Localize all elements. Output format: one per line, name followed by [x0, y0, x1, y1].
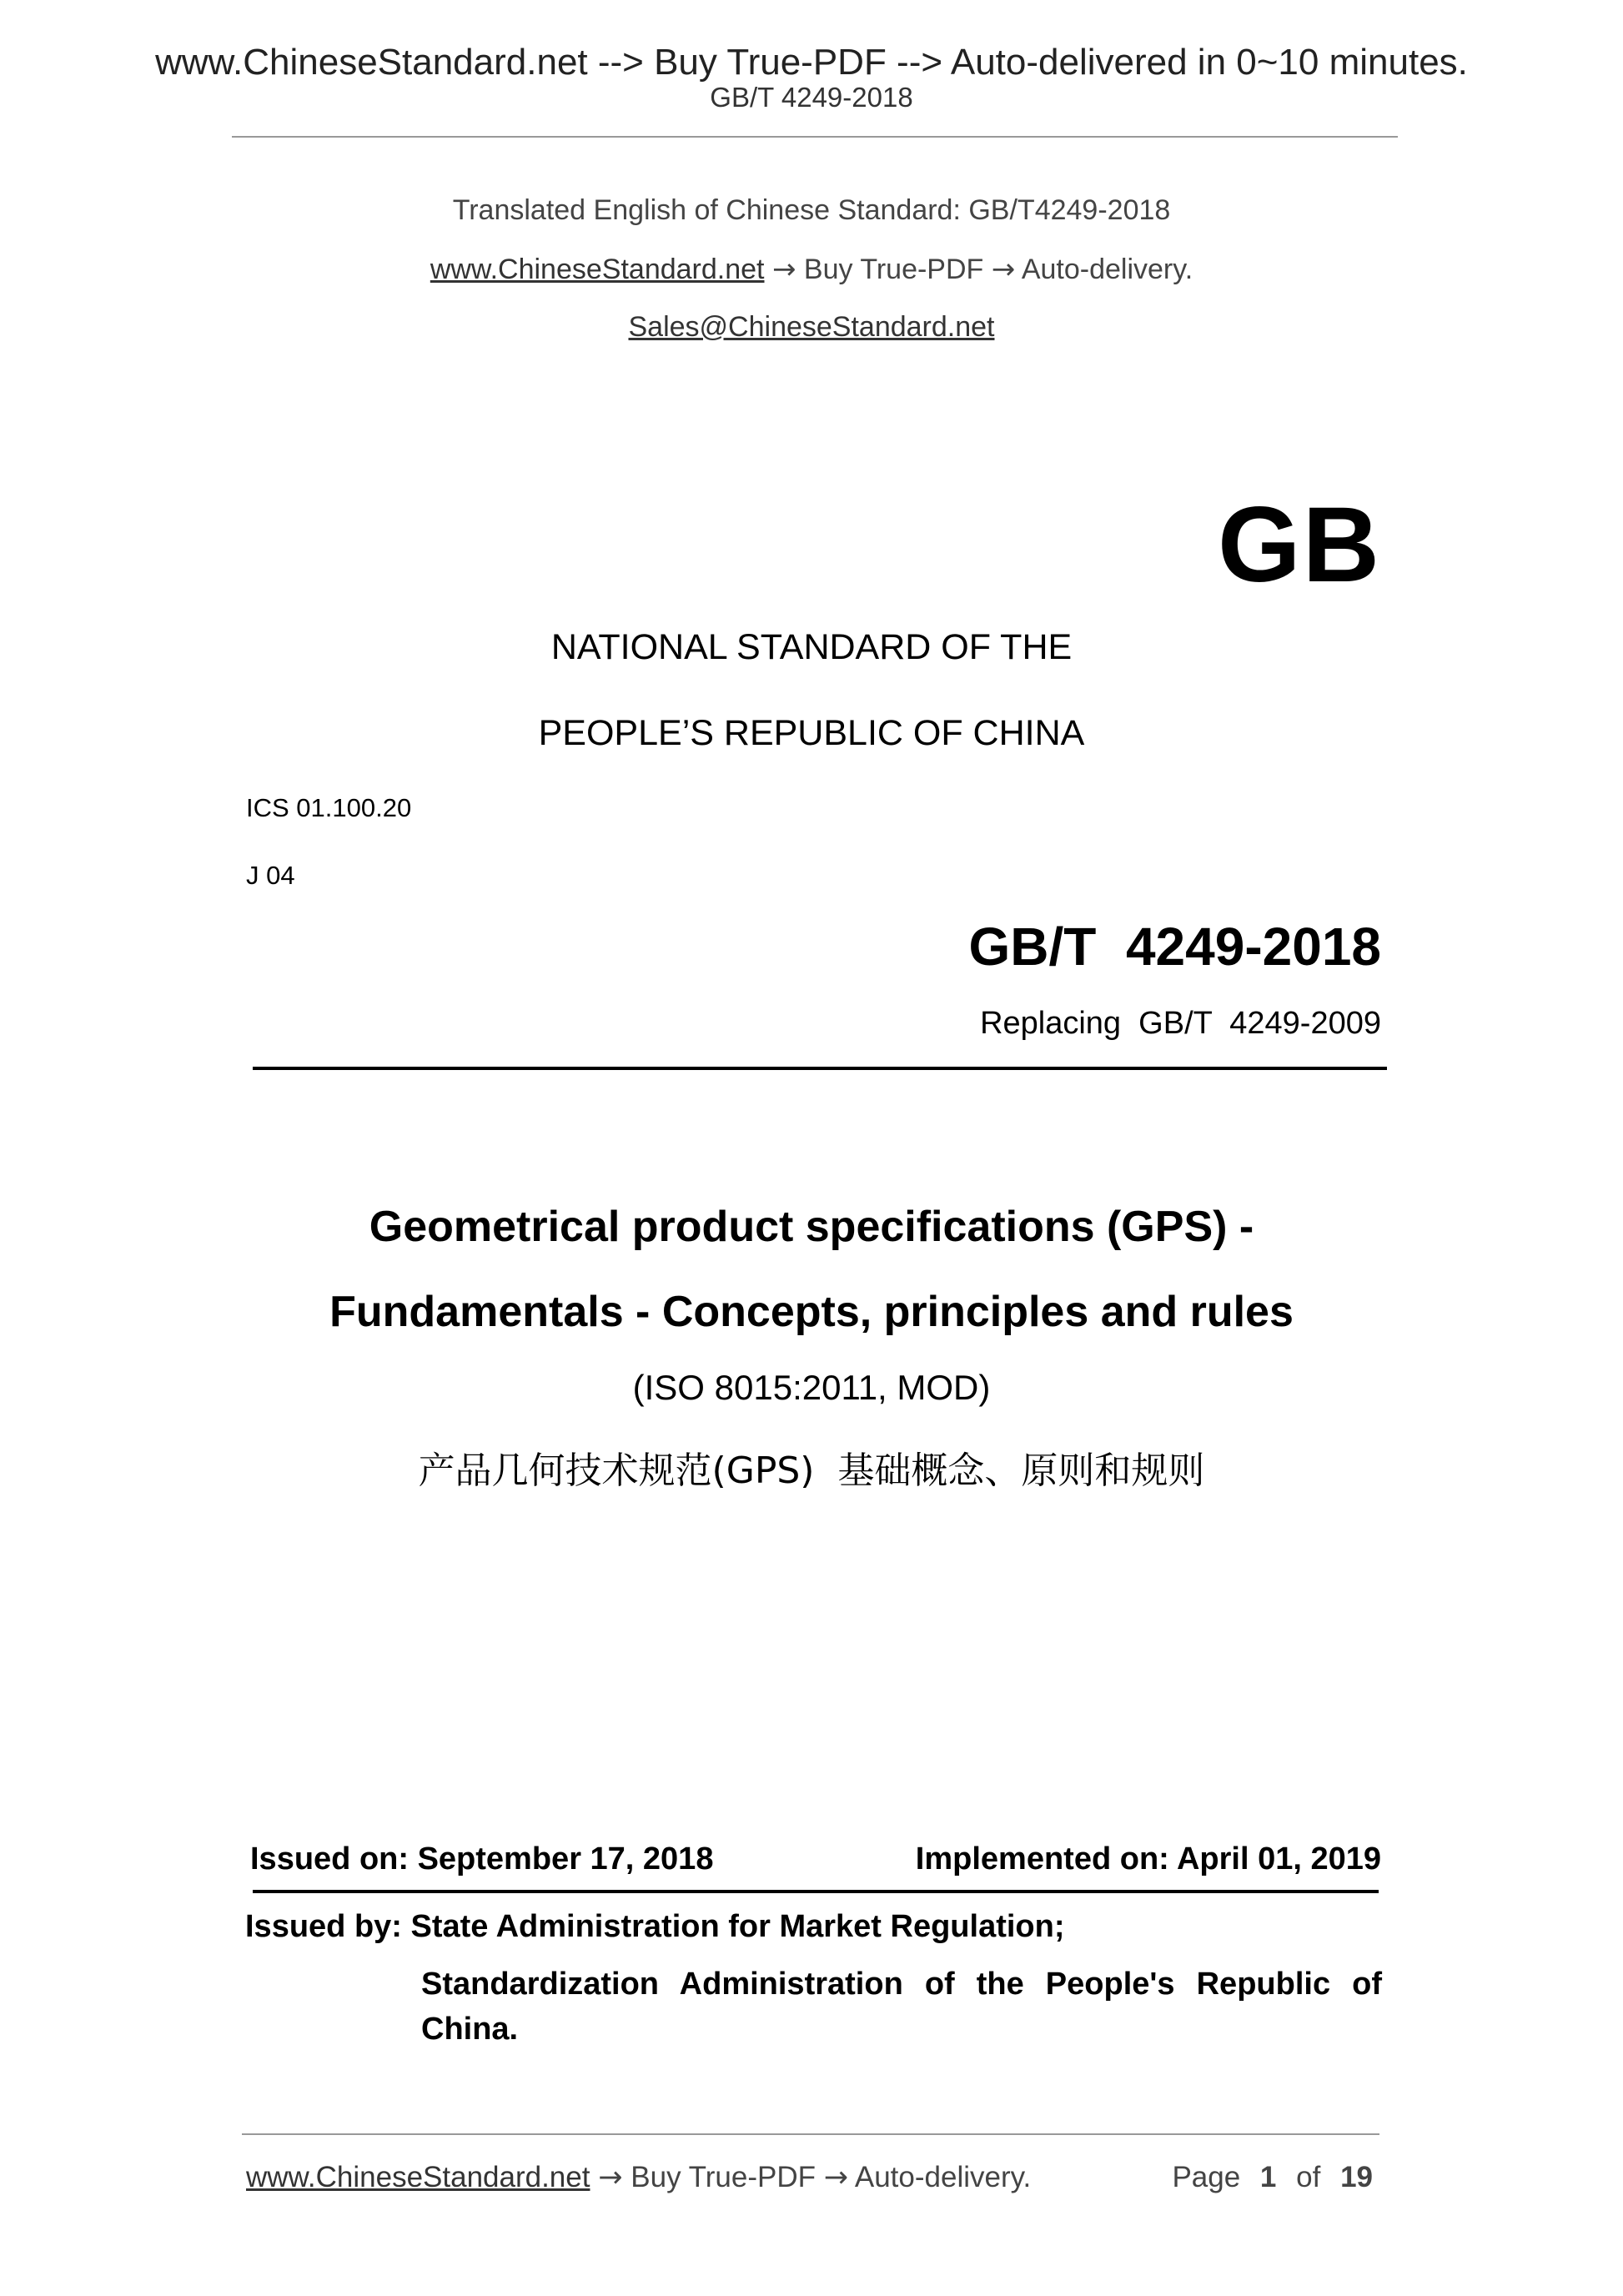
iso-reference: (ISO 8015:2011, MOD)	[632, 1368, 991, 1407]
arrow-right-icon: →	[823, 2161, 849, 2194]
sales-email-link[interactable]: Sales@ChineseStandard.net	[628, 311, 995, 343]
footer-delivery-text: Auto-delivery.	[854, 2161, 1032, 2193]
footer-purchase-line	[246, 2161, 1031, 2194]
footer-site-link[interactable]: www.ChineseStandard.net	[246, 2161, 590, 2193]
standard-number: GB/T 4249-2018	[968, 917, 1381, 977]
of-label: of	[1296, 2161, 1321, 2193]
ics-code: ICS 01.100.20	[246, 793, 412, 822]
arrow-right-icon: →	[991, 253, 1016, 286]
page-number: 1	[1259, 2161, 1277, 2193]
ccs-code: J 04	[246, 861, 295, 890]
page-label: Page	[1172, 2161, 1241, 2193]
issued-on: Issued on: September 17, 2018	[250, 1841, 714, 1876]
delivery-text: Auto-delivery.	[1021, 254, 1193, 285]
total-pages: 19	[1340, 2161, 1373, 2193]
email-line	[0, 311, 1623, 344]
translation-notice: Translated English of Chinese Standard: GB/T4249-2018	[452, 194, 1171, 226]
arrow-right-icon: →	[771, 253, 796, 286]
footer-divider	[242, 2133, 1379, 2135]
title-line1: Geometrical product specifications (GPS) -	[369, 1203, 1254, 1251]
top-banner	[0, 42, 1623, 83]
chinese-title: 产品几何技术规范(GPS) 基础概念、原则和规则	[418, 1449, 1205, 1492]
gb-logo: GB	[1218, 485, 1381, 605]
number-divider	[253, 1067, 1387, 1070]
implemented-on: Implemented on: April 01, 2019	[915, 1841, 1381, 1876]
title-line2: Fundamentals - Concepts, principles and rules	[329, 1288, 1294, 1336]
header-doc-id: GB/T 4249-2018	[710, 82, 913, 113]
purchase-line	[0, 253, 1623, 286]
issued-by-line2: Standardization Administration of the People's Republic of China.	[421, 1967, 1382, 2047]
arrow-right-icon: →	[598, 2161, 623, 2194]
buy-text: Buy True-PDF	[803, 254, 984, 285]
site-link[interactable]: www.ChineseStandard.net	[430, 254, 765, 285]
replacing-note: Replacing GB/T 4249-2009	[980, 1006, 1381, 1041]
national-standard-line2: PEOPLE’S REPUBLIC OF CHINA	[538, 713, 1085, 753]
page-indicator	[1172, 2161, 1373, 2194]
issued-by-line1: Issued by: State Administration for Market Regulation;	[245, 1909, 1065, 1944]
national-standard-line1: NATIONAL STANDARD OF THE	[550, 627, 1073, 667]
footer-buy-text: Buy True-PDF	[631, 2161, 816, 2193]
dates-divider	[253, 1890, 1379, 1893]
top-banner-text[interactable]: www.ChineseStandard.net --> Buy True-PDF --> Auto-delivered in 0~10 minutes.	[155, 42, 1468, 83]
header-divider	[232, 136, 1398, 138]
